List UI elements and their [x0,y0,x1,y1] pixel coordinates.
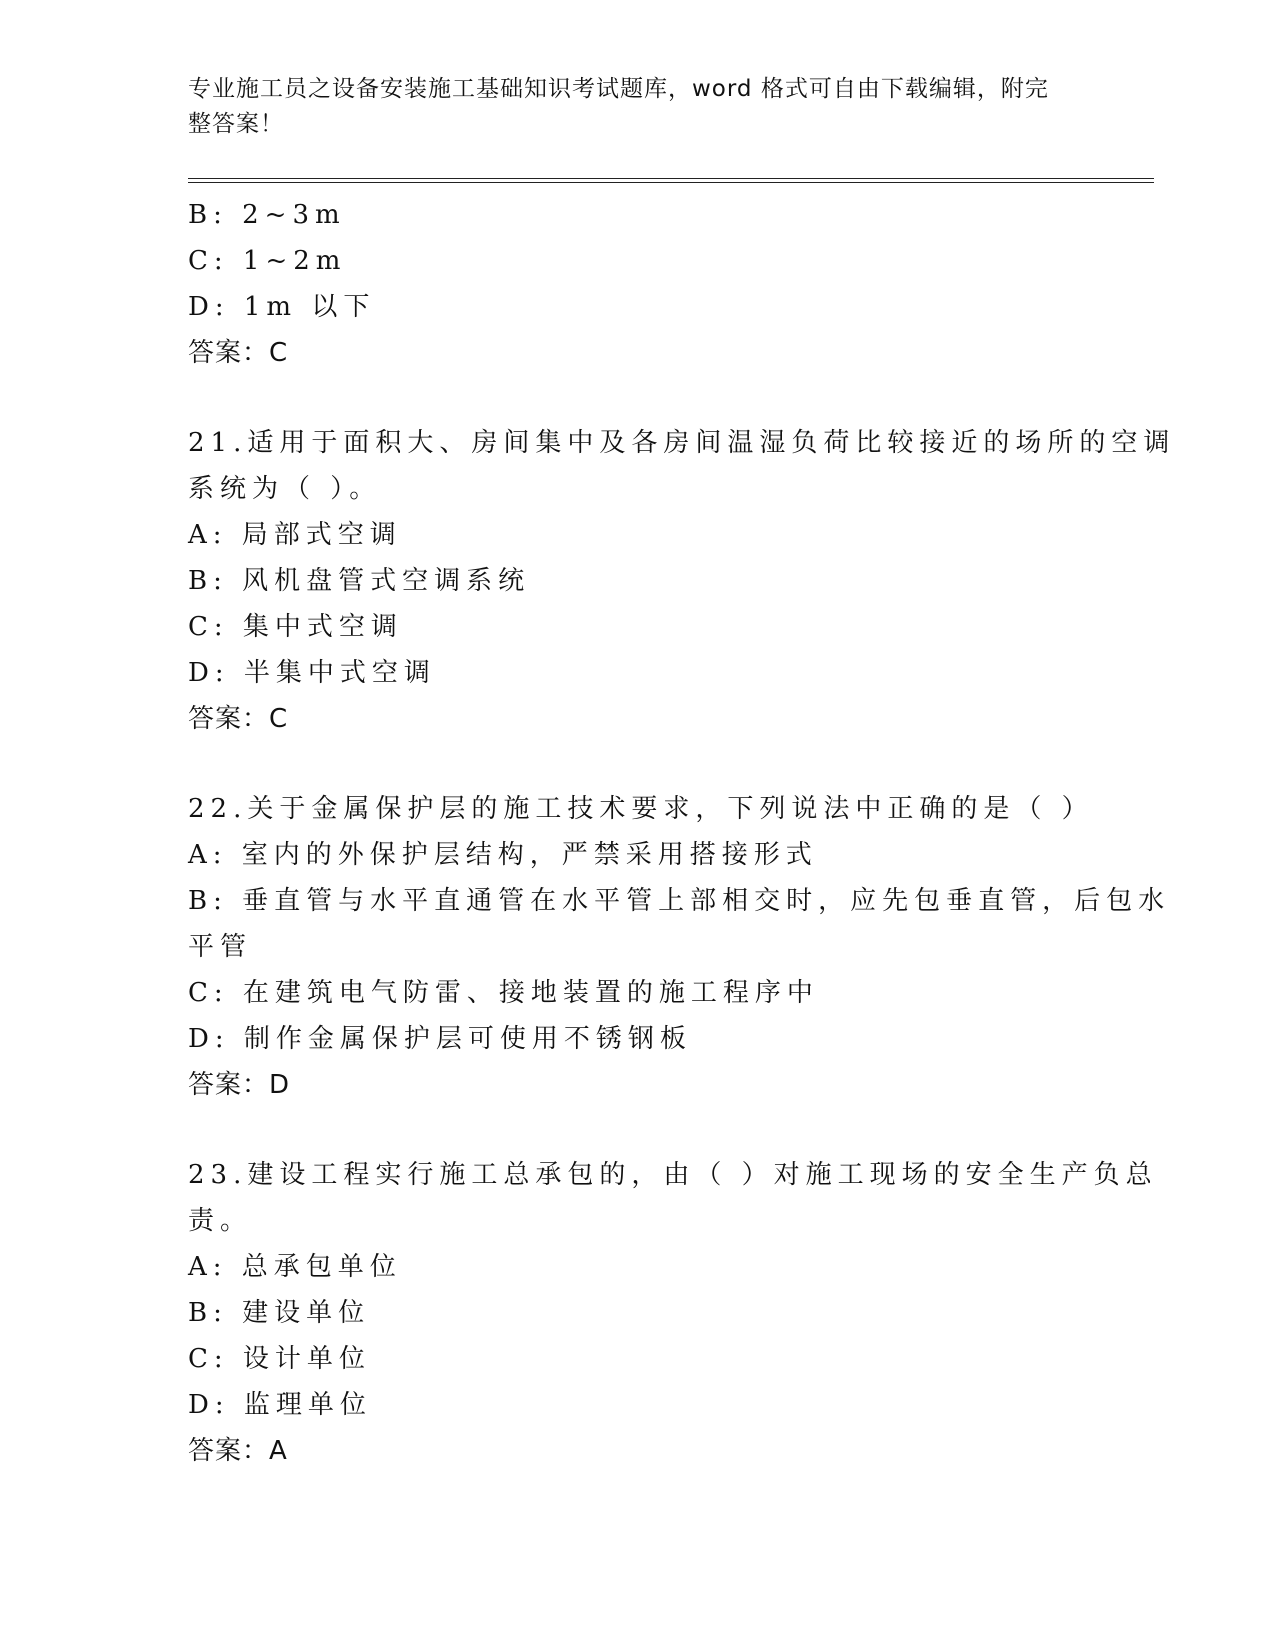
question-stem-cont: 系统为（ ）。 [188,474,382,504]
option-d: D: 1m 以下 [188,292,376,322]
header-line-2: 整答案！ [188,111,284,137]
question-stem-cont: 责。 [188,1206,253,1236]
question-stem: 21.适用于面积大、房间集中及各房间温湿负荷比较接近的场所的空调 [188,428,1176,458]
answer-line: 答案：C [188,704,289,734]
question-stem: 23.建设工程实行施工总承包的，由（ ）对施工现场的安全生产负总 [188,1160,1158,1190]
question-list [188,192,1176,1474]
page-header [188,72,1068,142]
option-c: C: 设计单位 [188,1344,371,1374]
option-d: D: 制作金属保护层可使用不锈钢板 [188,1024,692,1054]
option-a: A: 室内的外保护层结构，严禁采用搭接形式 [188,840,818,870]
answer-line: 答案：D [188,1070,291,1100]
spacer [188,376,1078,420]
question-stem: 22.关于金属保护层的施工技术要求，下列说法中正确的是（ ） [188,794,1094,824]
option-a: A: 局部式空调 [188,520,402,550]
option-b: B: 2~3m [188,200,346,230]
option-d: D: 监理单位 [188,1390,372,1420]
option-b: B: 建设单位 [188,1298,371,1328]
question-22 [188,786,1171,1108]
option-c: C: 集中式空调 [188,612,403,642]
option-c: C: 1~2m [188,246,347,276]
option-c: C: 在建筑电气防雷、接地装置的施工程序中 [188,978,819,1008]
answer-line: 答案：A [188,1436,288,1466]
spacer [188,742,1078,786]
option-b-cont: 平管 [188,932,253,962]
option-a: A: 总承包单位 [188,1252,402,1282]
option-d: D: 半集中式空调 [188,658,436,688]
header-double-rule [188,178,1154,183]
answer-line: 答案：C [188,338,289,368]
spacer [188,1108,1078,1152]
option-b: B: 风机盘管式空调系统 [188,566,531,596]
header-line-1: 专业施工员之设备安装施工基础知识考试题库，word 格式可自由下载编辑，附完 [188,76,1049,102]
option-b: B: 垂直管与水平直通管在水平管上部相交时，应先包垂直管，后包水 [188,886,1171,916]
question-23 [188,1152,1158,1474]
question-21 [188,420,1176,742]
question-20-tail [188,192,1078,376]
